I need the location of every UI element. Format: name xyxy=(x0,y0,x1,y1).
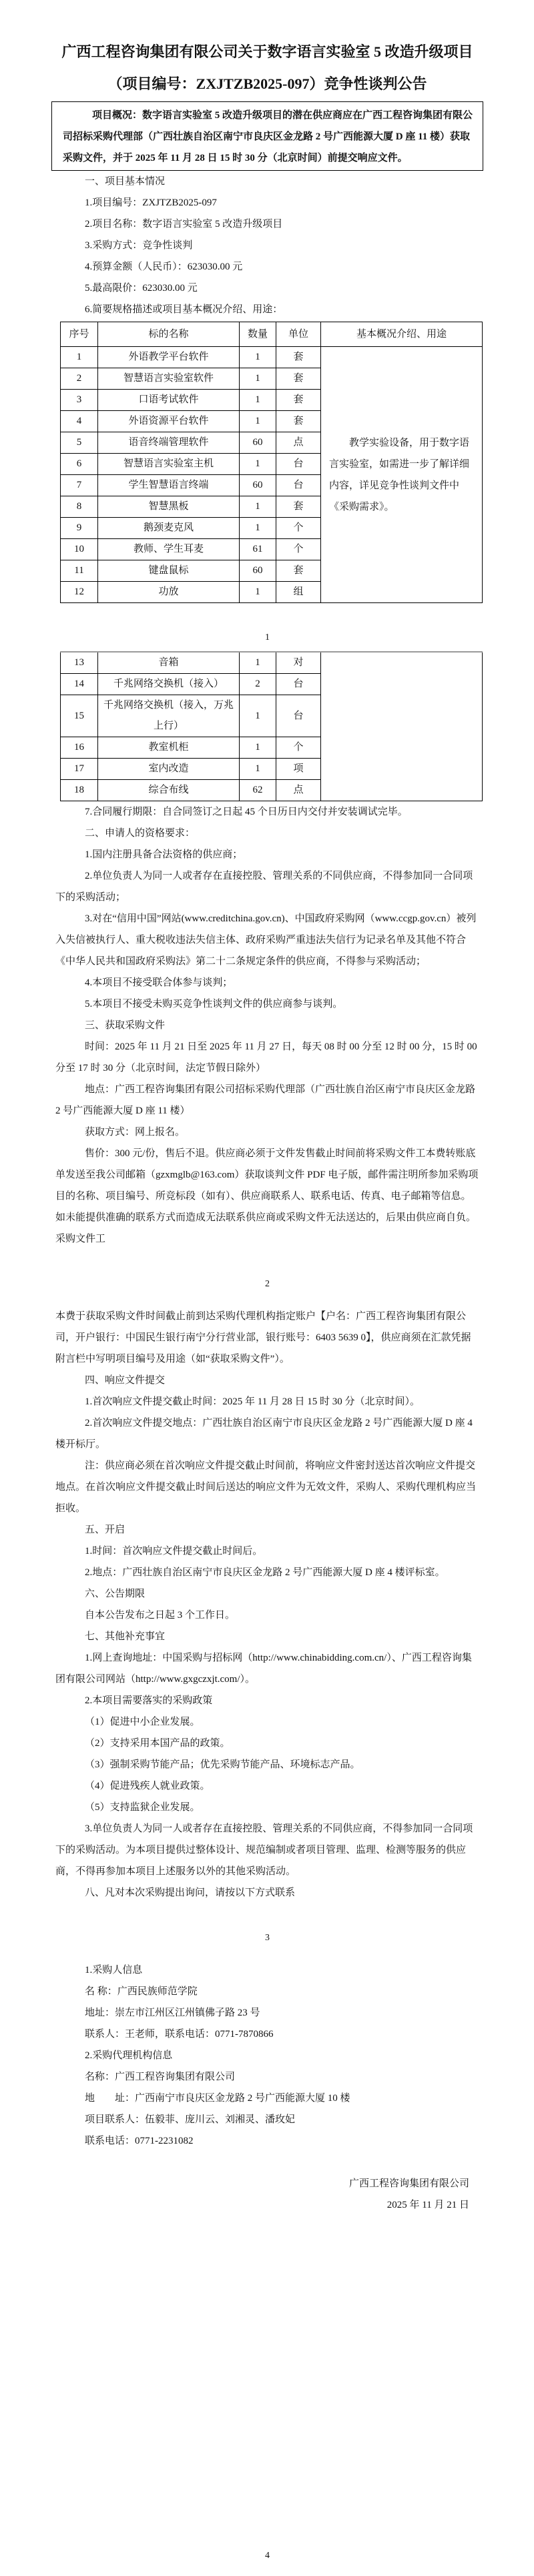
table-cell: 智慧语言实验室软件 xyxy=(98,368,240,390)
basic-info-item-5: 5.最高限价：623030.00 元 xyxy=(85,283,198,294)
table-cell: 语音终端管理软件 xyxy=(98,432,240,454)
purchaser-name: 名 称：广西民族师范学院 xyxy=(85,1986,198,1997)
table-cell: 1 xyxy=(240,737,276,759)
table-cell: 音箱 xyxy=(98,652,240,674)
table-cell: 1 xyxy=(240,390,276,411)
agency-heading: 2.采购代理机构信息 xyxy=(85,2050,173,2061)
table-cell: 教师、学生耳麦 xyxy=(98,539,240,560)
table-cell: 60 xyxy=(240,432,276,454)
table-cell: 点 xyxy=(276,780,321,801)
qualification-item-3: 3.对在“信用中国”网站(www.creditchina.gov.cn)、中国政府采购网（www.ccgp.gov.cn）被列入失信被执行人、重大税收违法失信主体、政府采购严重违法失信行为记录名单及其他不符合《中华人民共和国政府采购法》第二十二条规定条件的供应商，不得参与采购活动； xyxy=(55,913,477,967)
table-cell: 6 xyxy=(61,454,98,475)
table-cell: 1 xyxy=(240,582,276,603)
table-cell: 11 xyxy=(61,560,98,582)
table-cell: 个 xyxy=(276,518,321,539)
section-submission-heading: 四、响应文件提交 xyxy=(85,1375,166,1386)
signature-block xyxy=(55,2173,469,2216)
table-row xyxy=(61,347,483,368)
table-cell: 台 xyxy=(276,454,321,475)
table-cell: 9 xyxy=(61,518,98,539)
table-cell: 2 xyxy=(240,674,276,695)
table-cell: 套 xyxy=(276,411,321,432)
table-cell: 个 xyxy=(276,737,321,759)
section-inquiry-heading: 八、凡对本次采购提出询问，请按以下方式联系 xyxy=(85,1887,296,1898)
obtain-time: 时间：2025 年 11 月 21 日至 2025 年 11 月 27 日，每天 08 时 00 分至 12 时 00 分，15 时 00 分至 17 时 30 分（北京时间，法定节假日除外） xyxy=(55,1041,477,1074)
table-cell: 13 xyxy=(61,652,98,674)
table-cell: 1 xyxy=(240,518,276,539)
table-cell: 台 xyxy=(276,695,321,737)
section-opening-heading: 五、开启 xyxy=(85,1525,125,1535)
table-cell: 台 xyxy=(276,674,321,695)
table-cell: 点 xyxy=(276,432,321,454)
section-basic-info-heading: 一、项目基本情况 xyxy=(85,176,166,187)
table-cell: 千兆网络交换机（接入，万兆上行） xyxy=(98,695,240,737)
opening-item-2: 2.地点：广西壮族自治区南宁市良庆区金龙路 2 号广西能源大厦 D 座 4 楼评标室。 xyxy=(85,1567,445,1578)
qualification-item-5: 5.本项目不接受未购买竞争性谈判文件的供应商参与谈判。 xyxy=(85,999,343,1009)
table-cell: 2 xyxy=(61,368,98,390)
project-overview-box xyxy=(51,101,483,171)
opening-item-1: 1.时间：首次响应文件提交截止时间后。 xyxy=(85,1546,263,1557)
other-policy-1: （1）促进中小企业发展。 xyxy=(85,1717,200,1727)
table-cell: 个 xyxy=(276,539,321,560)
table-cell: 室内改造 xyxy=(98,759,240,780)
table-cell: 1 xyxy=(240,411,276,432)
other-policy-3: （3）强制采购节能产品；优先采购节能产品、环境标志产品。 xyxy=(85,1759,360,1770)
document-title xyxy=(55,36,479,100)
table-cell: 17 xyxy=(61,759,98,780)
table-cell: 1 xyxy=(240,652,276,674)
section-qualification-heading: 二、申请人的资格要求： xyxy=(85,828,196,839)
table-cell: 套 xyxy=(276,368,321,390)
table-cell: 外语教学平台软件 xyxy=(98,347,240,368)
table-cell: 1 xyxy=(240,759,276,780)
table-cell: 套 xyxy=(276,390,321,411)
page-number-4: 4 xyxy=(265,2551,270,2561)
submission-item-1: 1.首次响应文件提交截止时间：2025 年 11 月 28 日 15 时 30 分（北京时间）。 xyxy=(85,1396,420,1407)
items-table-part2 xyxy=(60,651,483,801)
table-cell: 16 xyxy=(61,737,98,759)
table-cell: 台 xyxy=(276,475,321,496)
other-policy-2: （2）支持采用本国产品的政策。 xyxy=(85,1738,230,1749)
col-header-unit: 单位 xyxy=(276,322,321,347)
table-header-row xyxy=(61,322,483,347)
basic-info-item-3: 3.采购方式：竞争性谈判 xyxy=(85,240,193,251)
purchaser-heading: 1.采购人信息 xyxy=(85,1965,143,1976)
table-row xyxy=(61,652,483,674)
table-description-cell: 教学实验设备，用于数字语言实验室，如需进一步了解详细内容，详见竞争性谈判文件中《采购需求》。 xyxy=(321,347,483,603)
qualification-item-4: 4.本项目不接受联合体参与谈判； xyxy=(85,977,233,988)
agency-contacts: 项目联系人：伍毅菲、庞川云、刘湘灵、潘玫妃 xyxy=(85,2114,296,2125)
table-cell: 1 xyxy=(240,695,276,737)
end-whitespace xyxy=(55,2216,479,2549)
other-item-3: 3.单位负责人为同一人或者存在直接控股、管理关系的不同供应商，不得参加同一合同项下的采购活动。为本项目提供过整体设计、规范编制或者项目管理、监理、检测等服务的供应商，不得再参加本项目上述服务以外的其他采购活动。 xyxy=(55,1823,473,1877)
obtain-price-part2: 本费于获取采购文件时间截止前到达采购代理机构指定账户【户名：广西工程咨询集团有限公司，开户银行：中国民生银行南宁分行营业部，银行账号：6403 5639 0】，供应商须在汇款凭据附言栏中写明项目编号及用途（如“获取采购文件”）。 xyxy=(55,1311,471,1364)
table-cell: 功放 xyxy=(98,582,240,603)
table-cell: 智慧语言实验室主机 xyxy=(98,454,240,475)
col-header-name: 标的名称 xyxy=(98,322,240,347)
project-overview-text: 项目概况：数字语言实验室 5 改造升级项目的潜在供应商应在广西工程咨询集团有限公司招标采购代理部（广西壮族自治区南宁市良庆区金龙路 2 号广西能源大厦 D 座 11 楼）获取采购文件，并于 2025 年 11 月 28 日 15 时 30 分（北京时间）前提交响应文件。 xyxy=(63,110,473,163)
table-cell: 1 xyxy=(240,347,276,368)
table-cell: 套 xyxy=(276,560,321,582)
table-cell: 键盘鼠标 xyxy=(98,560,240,582)
table-cell: 学生智慧语言终端 xyxy=(98,475,240,496)
table-cell: 14 xyxy=(61,674,98,695)
submission-note: 注：供应商必须在首次响应文件提交截止时间前，将响应文件密封送达首次响应文件提交地点。在首次响应文件提交截止时间后送达的响应文件为无效文件，采购人、采购代理机构应当拒收。 xyxy=(55,1460,477,1514)
purchaser-address: 地址：崇左市江州区江州镇佛子路 23 号 xyxy=(85,2008,260,2018)
title-line-1: 广西工程咨询集团有限公司关于数字语言实验室 5 改造升级项目 xyxy=(61,43,473,60)
table-cell: 1 xyxy=(240,496,276,518)
table-cell: 综合布线 xyxy=(98,780,240,801)
table-description-cell xyxy=(321,652,483,801)
basic-info-item-2: 2.项目名称：数字语言实验室 5 改造升级项目 xyxy=(85,219,283,230)
title-line-2: （项目编号：ZXJTZB2025-097）竞争性谈判公告 xyxy=(107,75,427,92)
submission-item-2: 2.首次响应文件提交地点：广西壮族自治区南宁市良庆区金龙路 2 号广西能源大厦 D 座 4 楼开标厅。 xyxy=(55,1418,473,1450)
table-cell: 外语资源平台软件 xyxy=(98,411,240,432)
table-cell: 鹅颈麦克风 xyxy=(98,518,240,539)
items-table-part1 xyxy=(60,322,483,603)
table-cell: 项 xyxy=(276,759,321,780)
qualification-item-1: 1.国内注册具备合法资格的供应商； xyxy=(85,849,243,860)
col-header-desc: 基本概况介绍、用途 xyxy=(321,322,483,347)
section-other-heading: 七、其他补充事宜 xyxy=(85,1631,166,1642)
table-cell: 口语考试软件 xyxy=(98,390,240,411)
purchaser-contact: 联系人：王老师，联系电话：0771-7870866 xyxy=(85,2029,274,2040)
table-cell: 千兆网络交换机（接入） xyxy=(98,674,240,695)
basic-info-item-1: 1.项目编号：ZXJTZB2025-097 xyxy=(85,197,217,208)
agency-phone: 联系电话：0771-2231082 xyxy=(85,2136,194,2146)
other-policy-4: （4）促进残疾人就业政策。 xyxy=(85,1781,210,1791)
obtain-method: 获取方式：网上报名。 xyxy=(85,1127,186,1138)
page-number-3: 3 xyxy=(265,1933,270,1943)
table-cell: 组 xyxy=(276,582,321,603)
page-number-1: 1 xyxy=(265,632,270,642)
page-number-2: 2 xyxy=(265,1279,270,1289)
table-cell: 15 xyxy=(61,695,98,737)
table-cell: 12 xyxy=(61,582,98,603)
table-cell: 61 xyxy=(240,539,276,560)
other-item-1: 1.网上查询地址：中国采购与招标网（http://www.chinabidding.com.cn/）、广西工程咨询集团有限公司网站（http://www.gxgczxjt.com/）。 xyxy=(55,1653,472,1685)
basic-info-item-4: 4.预算金额（人民币）：623030.00 元 xyxy=(85,262,243,272)
table-cell: 1 xyxy=(240,368,276,390)
table-cell: 4 xyxy=(61,411,98,432)
col-header-no: 序号 xyxy=(61,322,98,347)
table-cell: 8 xyxy=(61,496,98,518)
section-obtain-heading: 三、获取采购文件 xyxy=(85,1020,166,1031)
agency-address: 地 址：广西南宁市良庆区金龙路 2 号广西能源大厦 10 楼 xyxy=(85,2093,350,2104)
table-cell: 62 xyxy=(240,780,276,801)
table-cell: 1 xyxy=(240,454,276,475)
table-cell: 5 xyxy=(61,432,98,454)
table-cell: 18 xyxy=(61,780,98,801)
signature-date: 2025 年 11 月 21 日 xyxy=(386,2200,469,2210)
table-cell: 教室机柜 xyxy=(98,737,240,759)
table-cell: 对 xyxy=(276,652,321,674)
table-cell: 1 xyxy=(61,347,98,368)
obtain-place: 地点：广西工程咨询集团有限公司招标采购代理部（广西壮族自治区南宁市良庆区金龙路 2 号广西能源大厦 D 座 11 楼） xyxy=(55,1084,476,1116)
section-period-heading: 六、公告期限 xyxy=(85,1589,146,1599)
agency-name: 名称：广西工程咨询集团有限公司 xyxy=(85,2072,236,2082)
table-cell: 套 xyxy=(276,496,321,518)
period-body: 自本公告发布之日起 3 个工作日。 xyxy=(85,1610,236,1621)
table-cell: 7 xyxy=(61,475,98,496)
table-cell: 3 xyxy=(61,390,98,411)
qualification-item-2: 2.单位负责人为同一人或者存在直接控股、管理关系的不同供应商，不得参加同一合同项下的采购活动； xyxy=(55,871,473,903)
signature-company: 广西工程咨询集团有限公司 xyxy=(348,2178,469,2189)
basic-info-item-6: 6.简要规格描述或项目基本概况介绍、用途： xyxy=(85,304,283,315)
table-cell: 60 xyxy=(240,475,276,496)
obtain-price-part1: 售价：300 元/份，售后不退。供应商必须于文件发售截止时间前将采购文件工本费转账底单发送至我公司邮箱（gzxmglb@163.com）获取谈判文件 PDF 电子版，邮件需注明所参加采购项目的名称、项目编号、所竞标段（如有）、供应商联系人、联系电话、传真、电子邮箱等信息。如未能提供准确的联系方式而造成无法联系供应商或采购文件无法送达的，后果由供应商自负。采购文件工 xyxy=(55,1148,479,1244)
table-cell: 10 xyxy=(61,539,98,560)
table-cell: 智慧黑板 xyxy=(98,496,240,518)
other-policy-5: （5）支持监狱企业发展。 xyxy=(85,1802,200,1813)
table-cell: 60 xyxy=(240,560,276,582)
table-cell: 套 xyxy=(276,347,321,368)
contract-term: 7.合同履行期限：自合同签订之日起 45 个日历日内交付并安装调试完毕。 xyxy=(85,807,408,817)
col-header-qty: 数量 xyxy=(240,322,276,347)
other-item-2: 2.本项目需要落实的采购政策 xyxy=(85,1695,213,1706)
